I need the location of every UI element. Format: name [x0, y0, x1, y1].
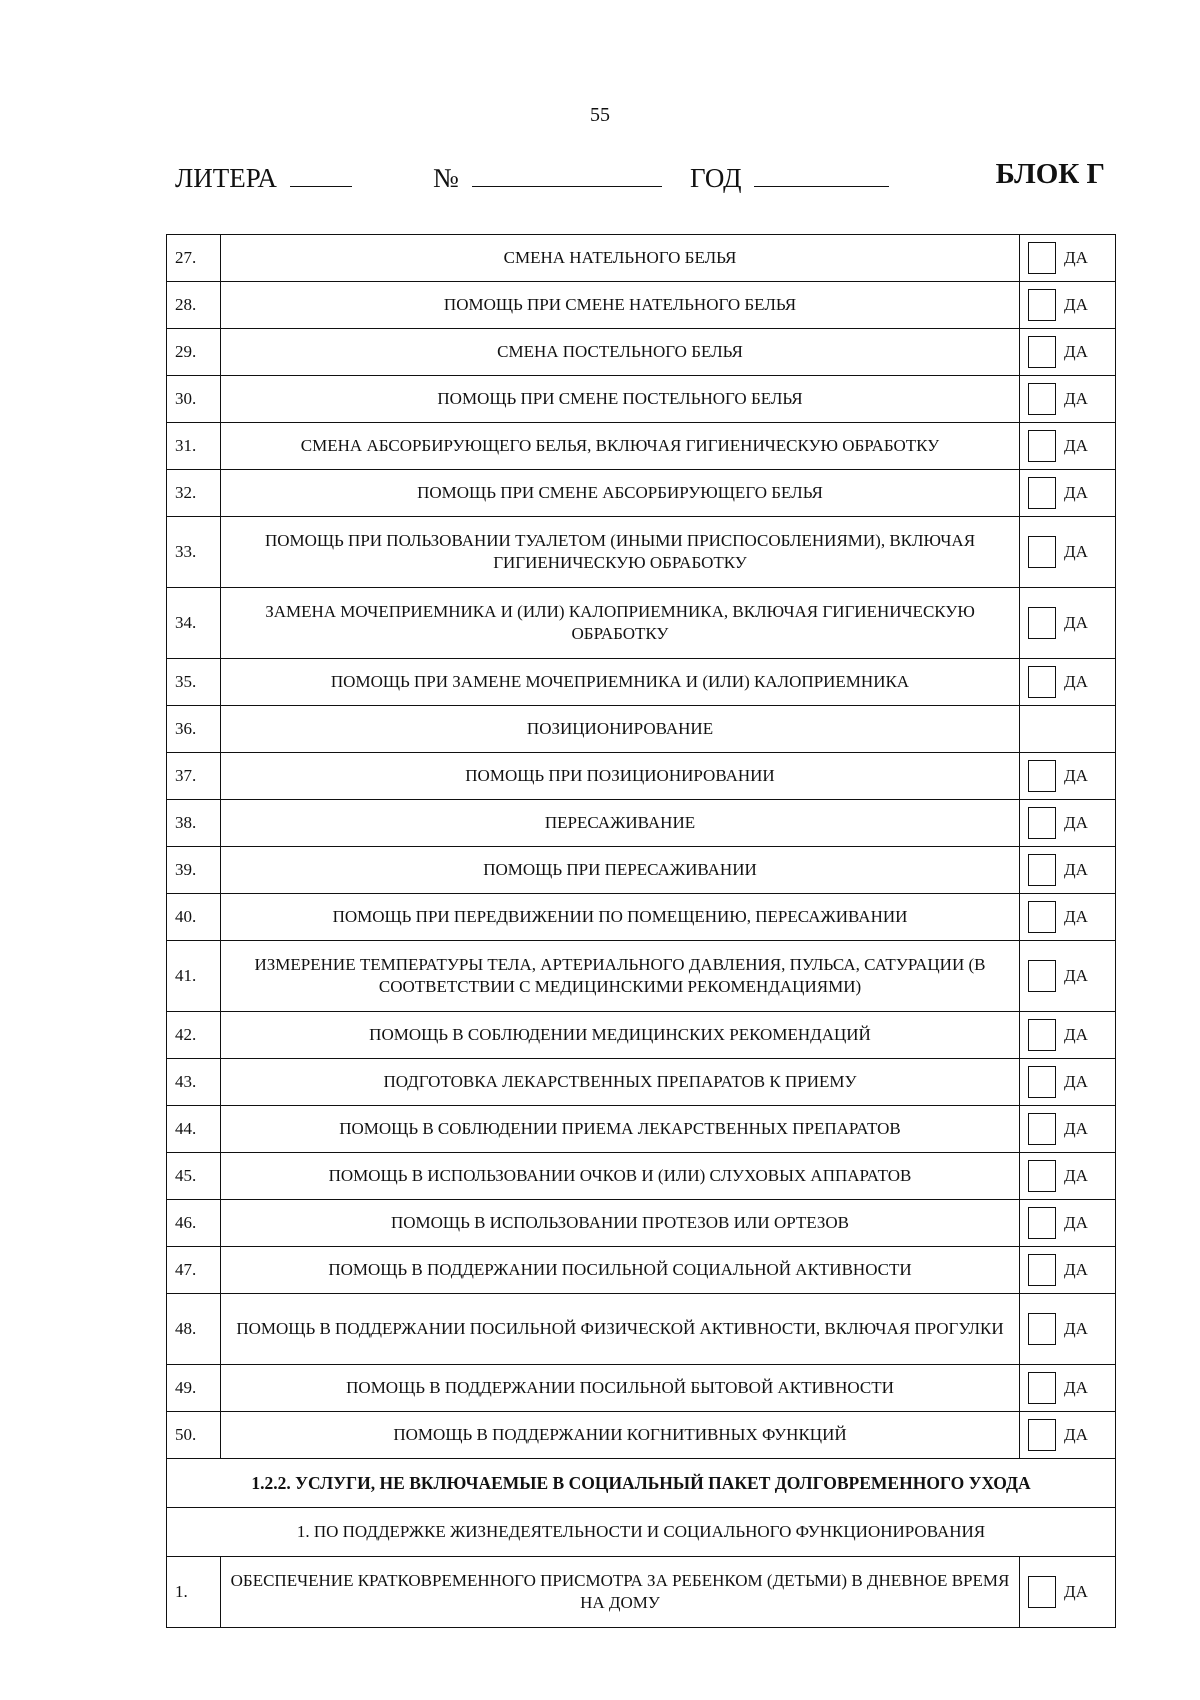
litera-label: ЛИТЕРА [175, 163, 277, 193]
row-description: ПОМОЩЬ В ПОДДЕРЖАНИИ ПОСИЛЬНОЙ ФИЗИЧЕСКОЙ АКТИВНОСТИ, ВКЛЮЧАЯ ПРОГУЛКИ [221, 1294, 1020, 1365]
row-number: 29. [167, 329, 221, 376]
yes-checkbox[interactable] [1028, 1019, 1056, 1051]
yes-checkbox[interactable] [1028, 1313, 1056, 1345]
row-checkbox-cell [1020, 423, 1116, 470]
row-number: 42. [167, 1012, 221, 1059]
section-title: 1.2.2. УСЛУГИ, НЕ ВКЛЮЧАЕМЫЕ В СОЦИАЛЬНЫЙ ПАКЕТ ДОЛГОВРЕМЕННОГО УХОДА [167, 1459, 1116, 1508]
litera-field [175, 158, 352, 194]
row-number: 31. [167, 423, 221, 470]
row-description: ПОМОЩЬ ПРИ ПОЗИЦИОНИРОВАНИИ [221, 753, 1020, 800]
block-label: БЛОК Г [995, 158, 1105, 190]
yes-checkbox-group[interactable] [1028, 1419, 1107, 1451]
row-description: ПОМОЩЬ В ИСПОЛЬЗОВАНИИ ПРОТЕЗОВ ИЛИ ОРТЕЗОВ [221, 1200, 1020, 1247]
yes-checkbox-group[interactable] [1028, 854, 1107, 886]
row-checkbox-cell [1020, 706, 1116, 753]
yes-checkbox[interactable] [1028, 760, 1056, 792]
row-number: 39. [167, 847, 221, 894]
row-number: 37. [167, 753, 221, 800]
yes-checkbox-label: ДА [1064, 248, 1088, 267]
row-checkbox-cell [1020, 1153, 1116, 1200]
row-checkbox-cell [1020, 1365, 1116, 1412]
yes-checkbox-group[interactable] [1028, 477, 1107, 509]
form-header [175, 158, 1105, 202]
yes-checkbox-label: ДА [1064, 295, 1088, 314]
yes-checkbox-group[interactable] [1028, 960, 1107, 992]
litera-input-line[interactable] [290, 158, 352, 187]
row-description: СМЕНА НАТЕЛЬНОГО БЕЛЬЯ [221, 235, 1020, 282]
row-description: ПОМОЩЬ ПРИ ЗАМЕНЕ МОЧЕПРИЕМНИКА И (ИЛИ) КАЛОПРИЕМНИКА [221, 659, 1020, 706]
yes-checkbox[interactable] [1028, 1372, 1056, 1404]
row-description: ПОМОЩЬ ПРИ ПЕРЕСАЖИВАНИИ [221, 847, 1020, 894]
row-description: ПОЗИЦИОНИРОВАНИЕ [221, 706, 1020, 753]
row-number: 43. [167, 1059, 221, 1106]
row-description: ПОМОЩЬ В ПОДДЕРЖАНИИ ПОСИЛЬНОЙ БЫТОВОЙ АКТИВНОСТИ [221, 1365, 1020, 1412]
yes-checkbox-group[interactable] [1028, 1207, 1107, 1239]
table-row [167, 282, 1116, 329]
row-checkbox-cell [1020, 894, 1116, 941]
table-row [167, 423, 1116, 470]
yes-checkbox[interactable] [1028, 1419, 1056, 1451]
yes-checkbox[interactable] [1028, 383, 1056, 415]
table-row [167, 1365, 1116, 1412]
table-row [167, 894, 1116, 941]
number-label: № [433, 163, 459, 193]
row-checkbox-cell [1020, 1012, 1116, 1059]
yes-checkbox-group[interactable] [1028, 1066, 1107, 1098]
row-number: 33. [167, 517, 221, 588]
table-row [167, 1106, 1116, 1153]
year-field [690, 158, 889, 194]
row-checkbox-cell [1020, 1059, 1116, 1106]
yes-checkbox-label: ДА [1064, 389, 1088, 408]
row-checkbox-cell [1020, 329, 1116, 376]
table-row [167, 517, 1116, 588]
table-row [167, 470, 1116, 517]
yes-checkbox[interactable] [1028, 1254, 1056, 1286]
yes-checkbox-group[interactable] [1028, 336, 1107, 368]
row-number: 30. [167, 376, 221, 423]
yes-checkbox-label: ДА [1064, 1319, 1088, 1338]
table-row [167, 1153, 1116, 1200]
yes-checkbox[interactable] [1028, 901, 1056, 933]
table-row [167, 1557, 1116, 1628]
year-input-line[interactable] [754, 158, 889, 187]
yes-checkbox-group[interactable] [1028, 1313, 1107, 1345]
yes-checkbox-label: ДА [1064, 1260, 1088, 1279]
row-number: 45. [167, 1153, 221, 1200]
yes-checkbox-group[interactable] [1028, 666, 1107, 698]
row-number: 36. [167, 706, 221, 753]
yes-checkbox-group[interactable] [1028, 1160, 1107, 1192]
row-description: ПОМОЩЬ ПРИ ПОЛЬЗОВАНИИ ТУАЛЕТОМ (ИНЫМИ ПРИСПОСОБЛЕНИЯМИ), ВКЛЮЧАЯ ГИГИЕНИЧЕСКУЮ ОБРАБОТКУ [221, 517, 1020, 588]
row-checkbox-cell [1020, 1247, 1116, 1294]
yes-checkbox-label: ДА [1064, 813, 1088, 832]
table-row [167, 1012, 1116, 1059]
row-description: ИЗМЕРЕНИЕ ТЕМПЕРАТУРЫ ТЕЛА, АРТЕРИАЛЬНОГО ДАВЛЕНИЯ, ПУЛЬСА, САТУРАЦИИ (В СООТВЕТСТВИИ С МЕДИЦИНСКИМИ РЕКОМЕНДАЦИЯМИ) [221, 941, 1020, 1012]
yes-checkbox-label: ДА [1064, 483, 1088, 502]
year-label: ГОД [690, 163, 742, 193]
row-number: 49. [167, 1365, 221, 1412]
yes-checkbox-label: ДА [1064, 1166, 1088, 1185]
yes-checkbox-group[interactable] [1028, 1113, 1107, 1145]
section-heading-row [167, 1459, 1116, 1508]
table-row [167, 1200, 1116, 1247]
yes-checkbox-group[interactable] [1028, 1576, 1107, 1608]
yes-checkbox-label: ДА [1064, 1213, 1088, 1232]
yes-checkbox[interactable] [1028, 242, 1056, 274]
table-row [167, 235, 1116, 282]
subsection-title: 1. ПО ПОДДЕРЖКЕ ЖИЗНЕДЕЯТЕЛЬНОСТИ И СОЦИАЛЬНОГО ФУНКЦИОНИРОВАНИЯ [167, 1508, 1116, 1557]
yes-checkbox[interactable] [1028, 477, 1056, 509]
yes-checkbox-label: ДА [1064, 436, 1088, 455]
row-description: ПОМОЩЬ В ИСПОЛЬЗОВАНИИ ОЧКОВ И (ИЛИ) СЛУХОВЫХ АППАРАТОВ [221, 1153, 1020, 1200]
table-row [167, 376, 1116, 423]
row-description: ПОМОЩЬ В СОБЛЮДЕНИИ МЕДИЦИНСКИХ РЕКОМЕНДАЦИЙ [221, 1012, 1020, 1059]
table-row [167, 847, 1116, 894]
row-description: СМЕНА АБСОРБИРУЮЩЕГО БЕЛЬЯ, ВКЛЮЧАЯ ГИГИЕНИЧЕСКУЮ ОБРАБОТКУ [221, 423, 1020, 470]
row-number: 1. [167, 1557, 221, 1628]
subsection-heading-row [167, 1508, 1116, 1557]
table-row [167, 941, 1116, 1012]
row-checkbox-cell [1020, 941, 1116, 1012]
row-number: 41. [167, 941, 221, 1012]
yes-checkbox-group[interactable] [1028, 242, 1107, 274]
row-description: ОБЕСПЕЧЕНИЕ КРАТКОВРЕМЕННОГО ПРИСМОТРА ЗА РЕБЕНКОМ (ДЕТЬМИ) В ДНЕВНОЕ ВРЕМЯ НА ДОМУ [221, 1557, 1020, 1628]
services-table-body [167, 235, 1116, 1628]
table-row [167, 329, 1116, 376]
yes-checkbox-label: ДА [1064, 613, 1088, 632]
yes-checkbox-group[interactable] [1028, 607, 1107, 639]
page-number: 55 [590, 104, 610, 126]
yes-checkbox[interactable] [1028, 854, 1056, 886]
row-checkbox-cell [1020, 1200, 1116, 1247]
yes-checkbox-group[interactable] [1028, 760, 1107, 792]
yes-checkbox[interactable] [1028, 289, 1056, 321]
yes-checkbox-group[interactable] [1028, 901, 1107, 933]
yes-checkbox-group[interactable] [1028, 383, 1107, 415]
yes-checkbox-label: ДА [1064, 860, 1088, 879]
yes-checkbox-label: ДА [1064, 1378, 1088, 1397]
yes-checkbox[interactable] [1028, 1576, 1056, 1608]
row-checkbox-cell [1020, 376, 1116, 423]
row-checkbox-cell [1020, 800, 1116, 847]
row-checkbox-cell [1020, 1294, 1116, 1365]
yes-checkbox-label: ДА [1064, 672, 1088, 691]
yes-checkbox[interactable] [1028, 1207, 1056, 1239]
row-number: 47. [167, 1247, 221, 1294]
row-number: 50. [167, 1412, 221, 1459]
row-description: ПЕРЕСАЖИВАНИЕ [221, 800, 1020, 847]
row-number: 48. [167, 1294, 221, 1365]
yes-checkbox-group[interactable] [1028, 1019, 1107, 1051]
row-checkbox-cell [1020, 1106, 1116, 1153]
yes-checkbox-label: ДА [1064, 1582, 1088, 1601]
row-number: 38. [167, 800, 221, 847]
yes-checkbox-group[interactable] [1028, 289, 1107, 321]
row-description: ПОМОЩЬ ПРИ СМЕНЕ АБСОРБИРУЮЩЕГО БЕЛЬЯ [221, 470, 1020, 517]
table-row [167, 706, 1116, 753]
row-checkbox-cell [1020, 1557, 1116, 1628]
yes-checkbox[interactable] [1028, 960, 1056, 992]
row-number: 27. [167, 235, 221, 282]
yes-checkbox[interactable] [1028, 666, 1056, 698]
yes-checkbox[interactable] [1028, 536, 1056, 568]
row-checkbox-cell [1020, 282, 1116, 329]
table-row [167, 1294, 1116, 1365]
row-number: 34. [167, 588, 221, 659]
yes-checkbox-label: ДА [1064, 542, 1088, 561]
yes-checkbox-group[interactable] [1028, 1254, 1107, 1286]
yes-checkbox[interactable] [1028, 1113, 1056, 1145]
row-checkbox-cell [1020, 1412, 1116, 1459]
yes-checkbox-label: ДА [1064, 1119, 1088, 1138]
yes-checkbox-label: ДА [1064, 1025, 1088, 1044]
row-checkbox-cell [1020, 753, 1116, 800]
yes-checkbox[interactable] [1028, 1160, 1056, 1192]
row-description: ПОМОЩЬ В СОБЛЮДЕНИИ ПРИЕМА ЛЕКАРСТВЕННЫХ ПРЕПАРАТОВ [221, 1106, 1020, 1153]
row-number: 35. [167, 659, 221, 706]
row-checkbox-cell [1020, 235, 1116, 282]
row-description: ПОДГОТОВКА ЛЕКАРСТВЕННЫХ ПРЕПАРАТОВ К ПРИЕМУ [221, 1059, 1020, 1106]
row-description: ПОМОЩЬ ПРИ СМЕНЕ НАТЕЛЬНОГО БЕЛЬЯ [221, 282, 1020, 329]
yes-checkbox[interactable] [1028, 1066, 1056, 1098]
row-number: 40. [167, 894, 221, 941]
row-description: СМЕНА ПОСТЕЛЬНОГО БЕЛЬЯ [221, 329, 1020, 376]
row-description: ПОМОЩЬ В ПОДДЕРЖАНИИ КОГНИТИВНЫХ ФУНКЦИЙ [221, 1412, 1020, 1459]
yes-checkbox-group[interactable] [1028, 430, 1107, 462]
yes-checkbox-label: ДА [1064, 766, 1088, 785]
number-input-line[interactable] [472, 158, 662, 187]
row-description: ПОМОЩЬ В ПОДДЕРЖАНИИ ПОСИЛЬНОЙ СОЦИАЛЬНОЙ АКТИВНОСТИ [221, 1247, 1020, 1294]
row-description: ПОМОЩЬ ПРИ ПЕРЕДВИЖЕНИИ ПО ПОМЕЩЕНИЮ, ПЕРЕСАЖИВАНИИ [221, 894, 1020, 941]
row-number: 46. [167, 1200, 221, 1247]
yes-checkbox-label: ДА [1064, 907, 1088, 926]
yes-checkbox-label: ДА [1064, 342, 1088, 361]
yes-checkbox[interactable] [1028, 607, 1056, 639]
yes-checkbox-label: ДА [1064, 1425, 1088, 1444]
row-checkbox-cell [1020, 588, 1116, 659]
table-row [167, 1412, 1116, 1459]
table-row [167, 800, 1116, 847]
yes-checkbox-label: ДА [1064, 966, 1088, 985]
yes-checkbox[interactable] [1028, 336, 1056, 368]
yes-checkbox[interactable] [1028, 807, 1056, 839]
row-checkbox-cell [1020, 517, 1116, 588]
yes-checkbox-group[interactable] [1028, 807, 1107, 839]
row-checkbox-cell [1020, 470, 1116, 517]
row-number: 32. [167, 470, 221, 517]
yes-checkbox-group[interactable] [1028, 536, 1107, 568]
row-number: 44. [167, 1106, 221, 1153]
yes-checkbox[interactable] [1028, 430, 1056, 462]
table-row [167, 659, 1116, 706]
services-table [166, 234, 1116, 1628]
yes-checkbox-group[interactable] [1028, 1372, 1107, 1404]
row-number: 28. [167, 282, 221, 329]
number-field [433, 158, 662, 194]
yes-checkbox-label: ДА [1064, 1072, 1088, 1091]
row-description: ПОМОЩЬ ПРИ СМЕНЕ ПОСТЕЛЬНОГО БЕЛЬЯ [221, 376, 1020, 423]
row-description: ЗАМЕНА МОЧЕПРИЕМНИКА И (ИЛИ) КАЛОПРИЕМНИКА, ВКЛЮЧАЯ ГИГИЕНИЧЕСКУЮ ОБРАБОТКУ [221, 588, 1020, 659]
row-checkbox-cell [1020, 659, 1116, 706]
table-row [167, 1059, 1116, 1106]
table-row [167, 753, 1116, 800]
table-row [167, 588, 1116, 659]
table-row [167, 1247, 1116, 1294]
row-checkbox-cell [1020, 847, 1116, 894]
